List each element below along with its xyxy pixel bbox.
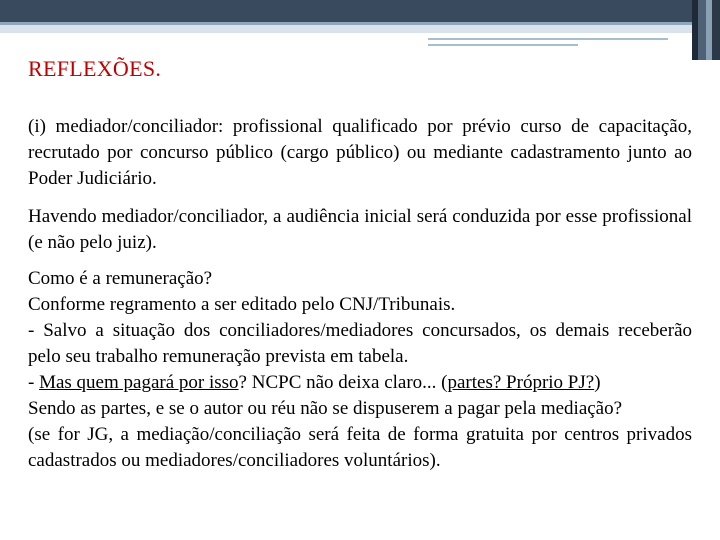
paragraph-mediator-definition: (i) mediador/conciliador: profissional qualificado por prévio curso de capacitação, recrutado por concurso público (cargo público) ou mediante cadastramento junto ao Poder Judiciário. [28, 116, 692, 189]
who-pays-question: Mas quem pagará por isso [39, 372, 239, 393]
line-parties-refuse: Sendo as partes, e se o autor ou réu não se dispuserem a pagar pela mediação? [28, 398, 623, 419]
who-pays-options: partes? Próprio PJ? [447, 372, 595, 393]
corner-stripes [692, 0, 720, 60]
line-exception: - Salvo a situação dos conciliadores/mediadores concursados, os demais receberão pelo seu trabalho remuneração prevista em tabela. [28, 320, 692, 367]
stripe [712, 0, 720, 60]
line-free-justice: (se for JG, a mediação/conciliação será feita de forma gratuita por centros privados cadastrados ou mediadores/conciliadores voluntários). [28, 424, 692, 471]
paragraph-hearing-conduct: Havendo mediador/conciliador, a audiência inicial será conduzida por esse profissional (e não pelo juiz). [28, 206, 692, 253]
line-regulation: Conforme regramento a ser editado pelo CNJ/Tribunais. [28, 294, 456, 315]
stripe [698, 0, 706, 60]
top-band [0, 0, 720, 22]
line-remuneration-question: Como é a remuneração? [28, 268, 213, 289]
decor-line-short [428, 44, 578, 46]
top-light-band [0, 25, 720, 33]
slide-title: REFLEXÕES. [28, 56, 162, 81]
decor-line-long [428, 38, 668, 40]
closing-paren: ) [594, 372, 601, 393]
line-who-pays [28, 370, 692, 396]
slide-body [28, 114, 692, 474]
dash: - [28, 372, 40, 393]
who-pays-text: ? NCPC não deixa claro... ( [238, 372, 448, 393]
